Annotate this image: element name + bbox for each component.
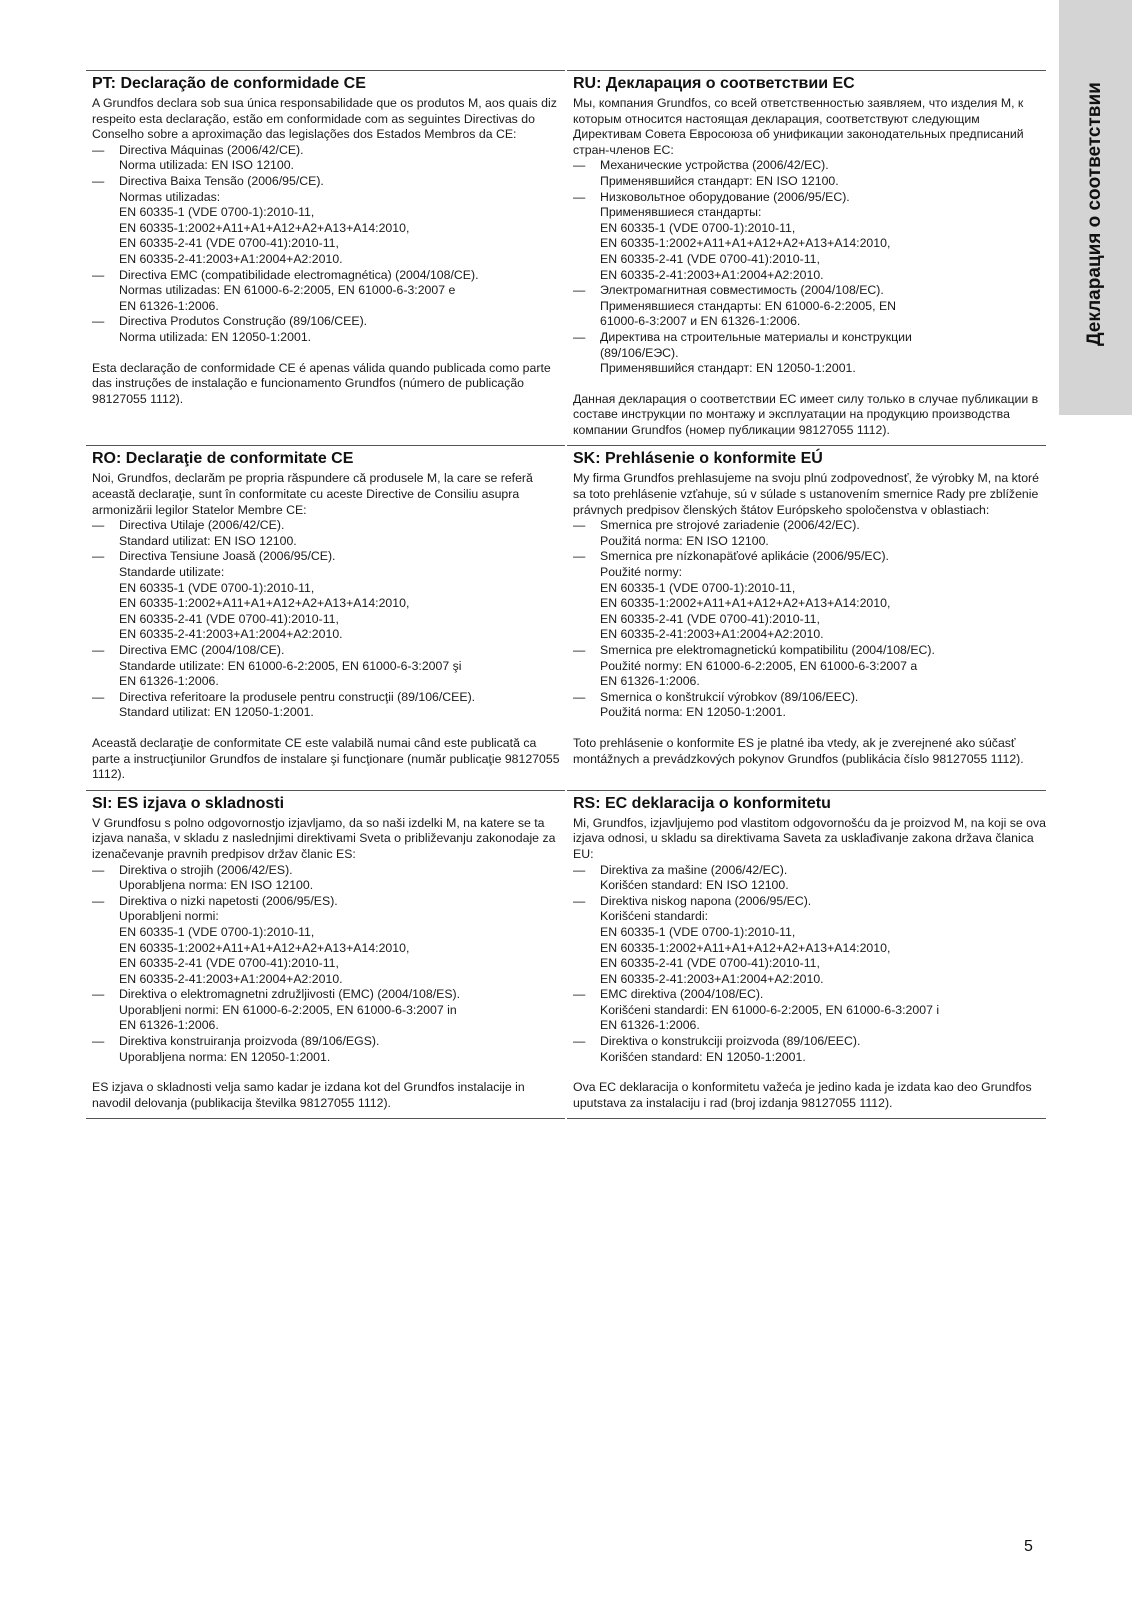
- directive-item: [573, 330, 1046, 377]
- section-validity-note: Toto prehlásenie o konformite ES je platné iba vtedy, ak je zverejnené ako súčasť montážnych a prevádzkových pokynov Grundfos (publikácia číslo 98127055 1112).: [573, 735, 1024, 766]
- dash-bullet: —: [92, 987, 105, 1002]
- section-intro: My firma Grundfos prehlasujeme na svoju plnú zodpovednosť, že výrobky M, na ktoré sa toto prehlásenie vzťahuje, sú v súlade s ustanovením smernice Rady pre zblíženie právnych predpisov členských štátov Európskeho spoločenstva v oblastiach:: [573, 471, 1039, 517]
- directive-line: EN 60335-1 (VDE 0700-1):2010-11,: [119, 205, 315, 220]
- dash-bullet: —: [92, 689, 105, 704]
- section-title: RU: Декларация о соответствии ЕС: [573, 75, 855, 92]
- directive-line: EN 61326-1:2006.: [600, 674, 700, 689]
- section-title: RS: EC deklaracija o konformitetu: [573, 794, 831, 812]
- section-validity-note: ES izjava o skladnosti velja samo kadar je izdana kot del Grundfos instalacije in navodil delovanja (publikacija številka 98127055 1112).: [92, 1080, 525, 1110]
- dash-bullet: —: [573, 158, 586, 173]
- directive-item: [573, 894, 1046, 988]
- directive-line: Standard utilizat: EN ISO 12100.: [119, 533, 297, 548]
- page-number: 5: [1024, 1538, 1033, 1555]
- section-validity-note: Esta declaração de conformidade CE é apenas válida quando publicada como parte das instruções de instalação e funcionamento Grundfos (número de publicação 98127055 1112).: [92, 360, 551, 406]
- directive-list: [92, 863, 565, 1066]
- directive-line: (89/106/ЕЭС).: [600, 345, 679, 360]
- directive-line: EN 60335-2-41:2003+A1:2004+A2:2010.: [119, 251, 343, 266]
- directive-line: Directiva Produtos Construção (89/106/CEE).: [119, 314, 368, 329]
- directive-line: Электромагнитная совместимость (2004/108/EC).: [600, 283, 884, 298]
- dash-bullet: —: [92, 893, 105, 908]
- directive-line: EN 60335-1:2002+A11+A1+A12+A2+A13+A14:2010,: [600, 596, 891, 611]
- directive-item: [92, 690, 565, 721]
- section-title: SI: ES izjava o skladnosti: [92, 794, 285, 812]
- section-title: SK: Prehlásenie o konformite EÚ: [573, 450, 823, 468]
- dash-bullet: —: [573, 1034, 586, 1049]
- directive-line: Uporabljena norma: EN 12050-1:2001.: [119, 1049, 331, 1064]
- directive-line: Norma utilizada: EN 12050-1:2001.: [119, 329, 312, 344]
- dash-bullet: —: [92, 314, 105, 329]
- dash-bullet: —: [92, 518, 105, 533]
- directive-line: Uporabljena norma: EN ISO 12100.: [119, 878, 314, 893]
- directive-line: Низковольтное оборудование (2006/95/EC).: [600, 189, 850, 204]
- dash-bullet: —: [573, 987, 586, 1002]
- directive-line: Direktiva o elektromagnetni združljivosti (EMC) (2004/108/ES).: [119, 987, 461, 1002]
- directive-line: EN 60335-2-41 (VDE 0700-41):2010-11,: [600, 956, 820, 971]
- directive-line: Uporabljeni normi:: [119, 909, 219, 924]
- directive-item: [92, 1034, 565, 1065]
- declaration-section: [567, 445, 1046, 789]
- directive-line: Директива на строительные материалы и конструкции: [600, 329, 912, 344]
- dash-bullet: —: [573, 329, 586, 344]
- section-intro: Noi, Grundfos, declarăm pe propria răspundere că produsele M, la care se referă această declaraţie, sunt în conformitate cu aceste Directive de Consiliu asupra armonizării legilor Statelor Membre CE:: [92, 471, 533, 517]
- directive-line: Norma utilizada: EN ISO 12100.: [119, 158, 294, 173]
- directive-line: Korišćen standard: EN 12050-1:2001.: [600, 1049, 806, 1064]
- directive-item: [573, 158, 1046, 189]
- dash-bullet: —: [573, 549, 586, 564]
- dash-bullet: —: [573, 643, 586, 657]
- directive-line: Smernica pre elektromagnetickú kompatibilitu (2004/108/EC).: [600, 643, 935, 657]
- directive-line: EN 60335-1 (VDE 0700-1):2010-11,: [600, 220, 796, 235]
- directive-list: [92, 518, 565, 721]
- dash-bullet: —: [92, 173, 105, 188]
- section-title: PT: Declaração de conformidade CE: [92, 75, 366, 92]
- directive-line: EN 61326-1:2006.: [119, 674, 219, 689]
- declaration-section: [567, 70, 1046, 445]
- directive-line: EN 60335-2-41 (VDE 0700-41):2010-11,: [600, 611, 820, 626]
- directive-line: Directiva referitoare la produsele pentru construcţii (89/106/CEE).: [119, 689, 476, 704]
- directive-line: Direktiva konstruiranja proizvoda (89/106/EGS).: [119, 1034, 380, 1049]
- section-intro: V Grundfosu s polno odgovornostjo izjavljamo, da so naši izdelki M, na katere se ta izjava nanaša, v skladu z naslednjimi direktivami Sveta o približevanju zakonodaje za izenačevanje pravnih predpisov držav članic ES:: [92, 815, 556, 861]
- dash-bullet: —: [92, 549, 105, 564]
- dash-bullet: —: [92, 643, 105, 657]
- directive-item: [92, 863, 565, 894]
- dash-bullet: —: [573, 518, 586, 533]
- section-title: RO: Declaraţie de conformitate CE: [92, 450, 354, 468]
- directive-line: Применявшиеся стандарты: EN 61000-6-2:2005, EN: [600, 298, 897, 313]
- directive-line: Direktiva o konstrukciji proizvoda (89/106/EEC).: [600, 1034, 861, 1049]
- directive-line: Smernica pre nízkonapäťové aplikácie (2006/95/EC).: [600, 549, 889, 564]
- section-intro: Мы, компания Grundfos, со всей ответственностью заявляем, что изделия M, к которым относится настоящая декларация, соответствуют следующим Директивам Совета Евросоюза об унификации законодательных предписаний стран-членов ЕС:: [573, 96, 1024, 157]
- directive-line: EN 61326-1:2006.: [600, 1018, 700, 1033]
- directive-line: Direktiva za mašine (2006/42/EC).: [600, 862, 788, 877]
- declaration-section: [86, 70, 565, 445]
- directive-line: Directiva EMC (compatibilidade electromagnética) (2004/108/CE).: [119, 267, 479, 282]
- directive-item: [92, 518, 565, 549]
- directive-line: Normas utilizadas: EN 61000-6-2:2005, EN 61000-6-3:2007 e: [119, 283, 456, 298]
- directive-line: EN 60335-2-41 (VDE 0700-41):2010-11,: [119, 611, 339, 626]
- dash-bullet: —: [573, 189, 586, 204]
- directive-line: Directiva Baixa Tensão (2006/95/CE).: [119, 173, 324, 188]
- directive-item: [92, 143, 565, 174]
- declaration-section: [86, 445, 565, 789]
- dash-bullet: —: [573, 862, 586, 877]
- directive-line: EN 60335-1 (VDE 0700-1):2010-11,: [600, 580, 796, 595]
- section-intro: A Grundfos declara sob sua única responsabilidade que os produtos M, aos quais diz respeito esta declaração, estão em conformidade com as seguintes Directivas do Conselho sobre a aproximação das legislações dos Estados Membros da CE:: [92, 96, 557, 142]
- directive-line: Применявшийся стандарт: EN ISO 12100.: [600, 173, 839, 188]
- directive-line: EN 60335-1:2002+A11+A1+A12+A2+A13+A14:2010,: [119, 220, 410, 235]
- directive-line: Standarde utilizate: EN 61000-6-2:2005, EN 61000-6-3:2007 şi: [119, 658, 462, 673]
- directive-line: Directiva Máquinas (2006/42/CE).: [119, 142, 304, 157]
- directive-line: Normas utilizadas:: [119, 189, 221, 204]
- directive-line: EN 60335-2-41 (VDE 0700-41):2010-11,: [119, 236, 339, 251]
- section-intro: Mi, Grundfos, izjavljujemo pod vlastitom odgovornošću da je proizvod M, na koji se ova izjava odnosi, u skladu sa direktivama Saveta za usklađivanje zakona država članica EU:: [573, 815, 1046, 861]
- directive-line: EN 60335-2-41 (VDE 0700-41):2010-11,: [600, 251, 820, 266]
- directive-line: EMC direktiva (2004/108/EC).: [600, 987, 764, 1002]
- directive-item: [92, 174, 565, 268]
- directive-line: EN 60335-2-41:2003+A1:2004+A2:2010.: [600, 627, 824, 642]
- directive-line: Direktiva o nizki napetosti (2006/95/ES).: [119, 893, 338, 908]
- directive-line: EN 61326-1:2006.: [119, 1018, 219, 1033]
- directive-item: [573, 549, 1046, 643]
- directive-line: Použitá norma: EN ISO 12100.: [600, 533, 769, 548]
- section-validity-note: Ova EC deklaracija o konformitetu važeća je jedino kada je izdata kao deo Grundfos uputstava za instalaciju i rad (broj izdanja 98127055 1112).: [573, 1080, 1032, 1110]
- directive-line: Standarde utilizate:: [119, 565, 225, 580]
- directive-line: EN 60335-1:2002+A11+A1+A12+A2+A13+A14:2010,: [600, 940, 891, 955]
- declaration-section: [86, 790, 565, 1120]
- directive-line: Directiva Utilaje (2006/42/CE).: [119, 518, 285, 533]
- directive-item: [92, 894, 565, 988]
- directive-line: Применявшиеся стандарты:: [600, 205, 762, 220]
- declaration-section: [567, 790, 1046, 1120]
- directive-item: [573, 643, 1046, 690]
- dash-bullet: —: [92, 142, 105, 157]
- directive-item: [92, 643, 565, 690]
- directive-list: [92, 143, 565, 346]
- directive-line: EN 60335-2-41:2003+A1:2004+A2:2010.: [600, 971, 824, 986]
- directive-item: [573, 190, 1046, 284]
- directive-line: Korišćen standard: EN ISO 12100.: [600, 878, 789, 893]
- directive-line: EN 60335-1 (VDE 0700-1):2010-11,: [119, 924, 315, 939]
- directive-line: EN 61326-1:2006.: [119, 298, 219, 313]
- directive-line: Použité normy:: [600, 565, 683, 580]
- directive-item: [92, 268, 565, 315]
- side-tab-label: Декларация о соответствии: [1084, 82, 1105, 346]
- directive-item: [573, 863, 1046, 894]
- directive-line: EN 60335-1:2002+A11+A1+A12+A2+A13+A14:2010,: [119, 596, 410, 611]
- dash-bullet: —: [573, 689, 586, 704]
- directive-line: Korišćeni standardi: EN 61000-6-2:2005, EN 61000-6-3:2007 i: [600, 1002, 940, 1017]
- directive-line: 61000-6-3:2007 и EN 61326-1:2006.: [600, 314, 801, 329]
- directive-line: Direktiva o strojih (2006/42/ES).: [119, 862, 293, 877]
- directive-list: [573, 863, 1046, 1066]
- directive-line: Uporabljeni normi: EN 61000-6-2:2005, EN 61000-6-3:2007 in: [119, 1002, 457, 1017]
- directive-item: [573, 283, 1046, 330]
- directive-line: Механические устройства (2006/42/ЕС).: [600, 158, 829, 173]
- directive-line: Použitá norma: EN 12050-1:2001.: [600, 705, 786, 720]
- directive-item: [573, 987, 1046, 1034]
- directive-line: Smernica o konštrukcií výrobkov (89/106/EEC).: [600, 689, 859, 704]
- directive-line: EN 60335-2-41:2003+A1:2004+A2:2010.: [119, 971, 343, 986]
- section-validity-note: Această declaraţie de conformitate CE este valabilă numai când este publicată ca parte a instrucţiunilor Grundfos de instalare şi funcţionare (număr publicaţie 98127055 1112).: [92, 735, 560, 782]
- dash-bullet: —: [92, 267, 105, 282]
- directive-list: [573, 518, 1046, 721]
- directive-line: EN 60335-1:2002+A11+A1+A12+A2+A13+A14:2010,: [600, 236, 891, 251]
- directive-list: [573, 158, 1046, 376]
- declarations-grid: [86, 70, 1046, 1119]
- dash-bullet: —: [573, 893, 586, 908]
- directive-line: Použité normy: EN 61000-6-2:2005, EN 61000-6-3:2007 a: [600, 658, 918, 673]
- directive-item: [92, 314, 565, 345]
- directive-line: Smernica pre strojové zariadenie (2006/42/EC).: [600, 518, 860, 533]
- dash-bullet: —: [92, 862, 105, 877]
- directive-item: [92, 987, 565, 1034]
- directive-line: Standard utilizat: EN 12050-1:2001.: [119, 705, 314, 720]
- directive-line: EN 60335-1 (VDE 0700-1):2010-11,: [119, 580, 315, 595]
- directive-line: Применявшийся стандарт: EN 12050-1:2001.: [600, 361, 856, 376]
- dash-bullet: —: [573, 283, 586, 298]
- directive-item: [573, 518, 1046, 549]
- section-validity-note: Данная декларация о соответствии ЕС имеет силу только в случае публикации в составе инструкции по монтажу и эксплуатации на продукцию производства компании Grundfos (номер публикации 98127055 1112).: [573, 391, 1039, 437]
- directive-line: EN 60335-1 (VDE 0700-1):2010-11,: [600, 924, 796, 939]
- directive-line: EN 60335-2-41 (VDE 0700-41):2010-11,: [119, 956, 339, 971]
- directive-line: EN 60335-2-41:2003+A1:2004+A2:2010.: [600, 267, 824, 282]
- dash-bullet: —: [92, 1034, 105, 1049]
- directive-item: [573, 1034, 1046, 1065]
- directive-item: [573, 690, 1046, 721]
- directive-line: EN 60335-1:2002+A11+A1+A12+A2+A13+A14:2010,: [119, 940, 410, 955]
- directive-item: [92, 549, 565, 643]
- directive-line: Korišćeni standardi:: [600, 909, 708, 924]
- directive-line: EN 60335-2-41:2003+A1:2004+A2:2010.: [119, 627, 343, 642]
- directive-line: Direktiva niskog napona (2006/95/EC).: [600, 893, 812, 908]
- directive-line: Directiva EMC (2004/108/CE).: [119, 643, 285, 657]
- directive-line: Directiva Tensiune Joasă (2006/95/CE).: [119, 549, 336, 564]
